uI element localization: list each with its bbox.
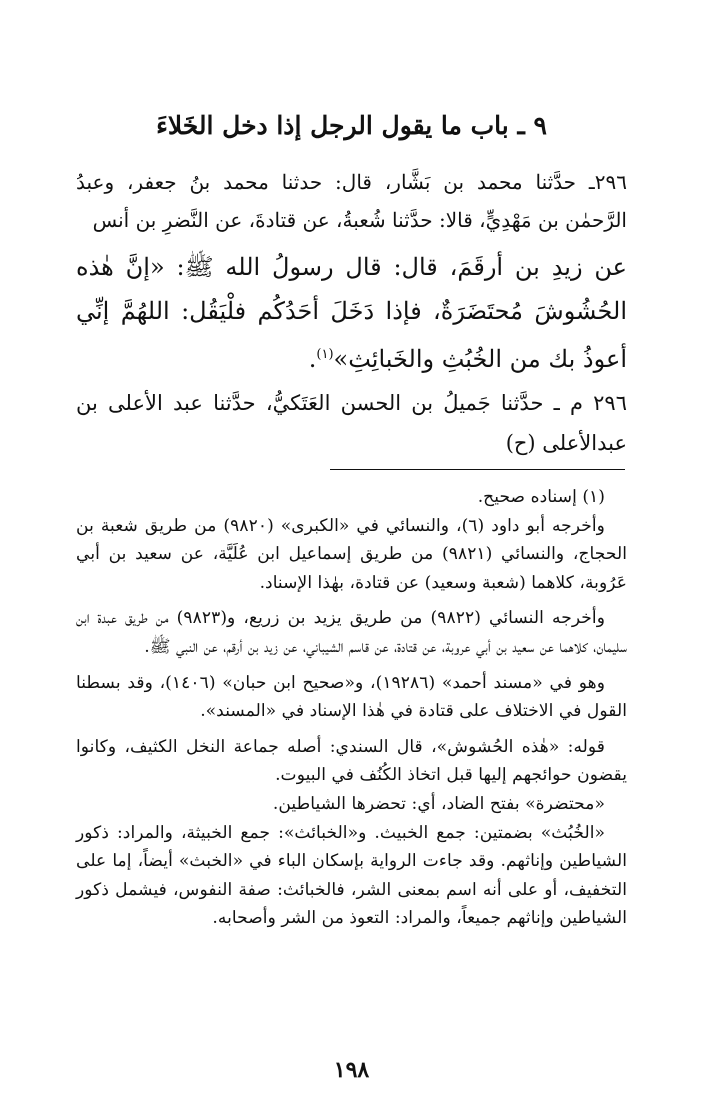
hadith-296-matn: عن زيدِ بن أرقَمَ، قال: قال رسولُ الله ﷺ: «إنَّ هٰذه الحُشُوشَ مُحتَضَرَةٌ، فإذا دَخَلَ أحَدُكُم فلْيَقُل: اللهُمَّ إنِّي أعوذُ بك من الخُبُثِ والخَبائِثِ» (76, 253, 627, 373)
footnote-1: (١) إسناده صحيح. (477, 487, 605, 507)
hadith-296-chain: ٢٩٦ـ حدَّثنا محمد بن بَشَّار، قال: حدثنا محمد بنُ جعفر، وعبدُ الرَّحمٰن بن مَهْدِيٍّ، قالا: حدَّثنا شُعبةُ، عن قتادةَ، عن النَّضرِ بن أنس (76, 170, 627, 232)
footnotes-section (76, 483, 627, 933)
footnote-paragraph: «محتضرة» بفتح الضاد، أي: تحضرها الشياطين. (272, 793, 605, 814)
chapter-title: ٩ ـ باب ما يقول الرجل إذا دخل الخَلاءَ (156, 111, 547, 140)
footnote-paragraph: وأخرجه أبو داود (٦)، والنسائي في «الكبرى» (٩٨٢٠) من طريق شعبة بن الحجاج، والنسائي (٩٨٢١) من طريق إسماعيل ابن عُلَيَّة، عن سعيد بن أبي عَرُوبة، كلاهما (شعبة وسعيد) عن قتادة، بهٰذا الإسناد. (76, 515, 627, 593)
footnote-marker: (١) (316, 347, 334, 362)
hadith-296-text (76, 245, 627, 381)
page-number: ١٩٨ (333, 1057, 370, 1083)
hadith-296-end: . (308, 345, 317, 373)
footnote-separator (330, 469, 625, 470)
footnote-paragraph: وهو في «مسند أحمد» (١٩٢٨٦)، و«صحيح ابن حبان» (١٤٠٦)، وقد بسطنا القول في الاختلاف على قتادة في هٰذا الإسناد في «المسند». (76, 672, 627, 722)
hadith-296m-chain: ٢٩٦ م ـ حدَّثنا جَميلُ بن الحسن العَتَكيُّ، حدَّثنا عبد الأعلى بن عبدالأعلى (ح) (76, 391, 627, 455)
footnote-paragraph: «الخُبُث» بضمتين: جمع الخبيث. و«الخبائث»: جمع الخبيثة، والمراد: ذكور الشياطين وإناثهم. وقد جاءت الرواية بإسكان الباء في «الخبث» أيضاً، إما على التخفيف، أو على أنه اسم بمعنى الشر، فالخبائث: صفة النفوس، فيشمل ذكور الشياطين وإناثهم جميعاً، والمراد: التعوذ من الشر وأصحابه. (76, 822, 627, 929)
footnote-paragraph: وأخرجه النسائي (٩٨٢٢) من طريق يزيد بن زريع، و(٩٨٢٣) من طريق عبدة ابن سليمان، كلاهما عن سعيد بن أبي عروبة، عن قتادة، عن قاسم الشيباني، عن زيد بن أرقم، عن النبي ﷺ. (76, 608, 627, 657)
footnote-paragraph: قوله: «هٰذه الحُشوش»، قال السندي: أصله جماعة النخل الكثيف، وكانوا يقضون حوائجهم إليها قبل اتخاذ الكُنُف في البيوت. (76, 736, 627, 786)
